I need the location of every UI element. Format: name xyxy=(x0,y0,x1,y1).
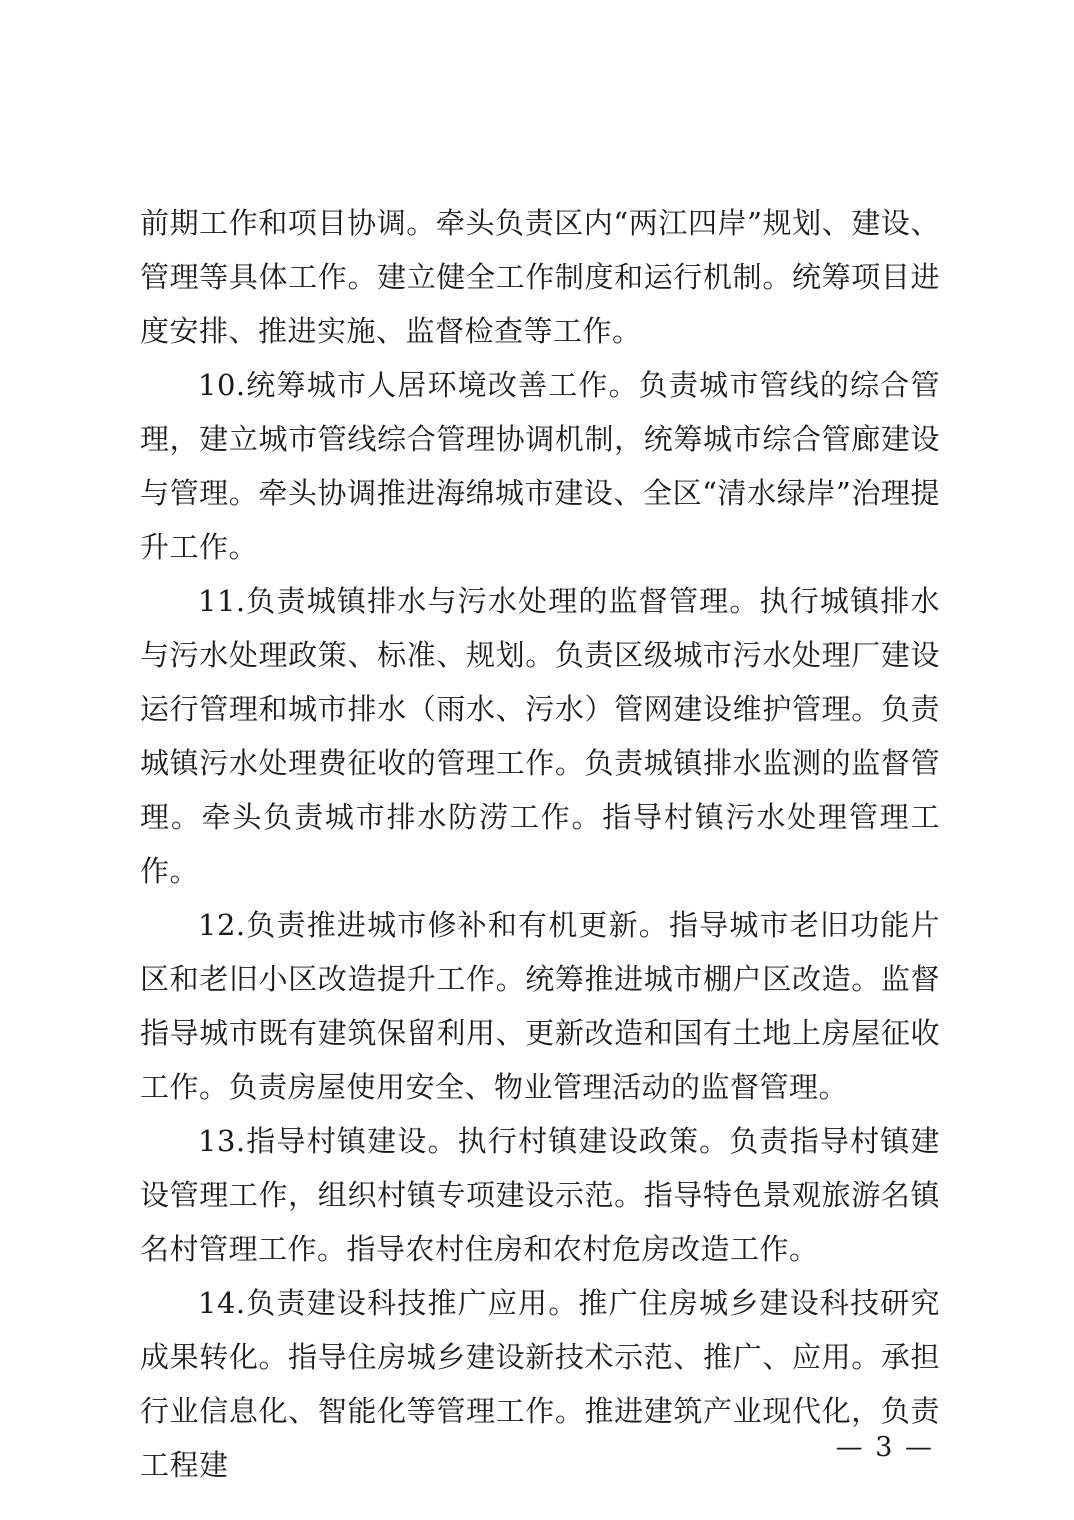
paragraph-item-12: 12.负责推进城市修补和有机更新。指导城市老旧功能片区和老旧小区改造提升工作。统筹推进城市棚户区改造。监督指导城市既有建筑保留利用、更新改造和国有土地上房屋征收工作。负责房屋使用安全、物业管理活动的监督管理。 xyxy=(140,908,940,1104)
paragraph-continuation: 前期工作和项目协调。牵头负责区内“两江四岸”规划、建设、管理等具体工作。建立健全工作制度和运行机制。统筹项目进度安排、推进实施、监督检查等工作。 xyxy=(140,206,940,348)
paragraph-item-11: 11.负责城镇排水与污水处理的监督管理。执行城镇排水与污水处理政策、标准、规划。负责区级城市污水处理厂建设运行管理和城市排水（雨水、污水）管网建设维护管理。负责城镇污水处理费征收的管理工作。负责城镇排水监测的监督管理。牵头负责城市排水防涝工作。指导村镇污水处理管理工作。 xyxy=(140,584,940,888)
paragraph-item-13: 13.指导村镇建设。执行村镇建设政策。负责指导村镇建设管理工作，组织村镇专项建设示范。指导特色景观旅游名镇名村管理工作。指导农村住房和农村危房改造工作。 xyxy=(140,1124,940,1266)
document-body xyxy=(140,196,940,1492)
paragraph-item-10: 10.统筹城市人居环境改善工作。负责城市管线的综合管理，建立城市管线综合管理协调机制，统筹城市综合管廊建设与管理。牵头协调推进海绵城市建设、全区“清水绿岸”治理提升工作。 xyxy=(140,368,940,564)
page-number: — 3 — xyxy=(835,1432,934,1463)
paragraph-item-14: 14.负责建设科技推广应用。推广住房城乡建设科技研究成果转化。指导住房城乡建设新技术示范、推广、应用。承担行业信息化、智能化等管理工作。推进建筑产业现代化，负责工程建 xyxy=(140,1286,940,1482)
